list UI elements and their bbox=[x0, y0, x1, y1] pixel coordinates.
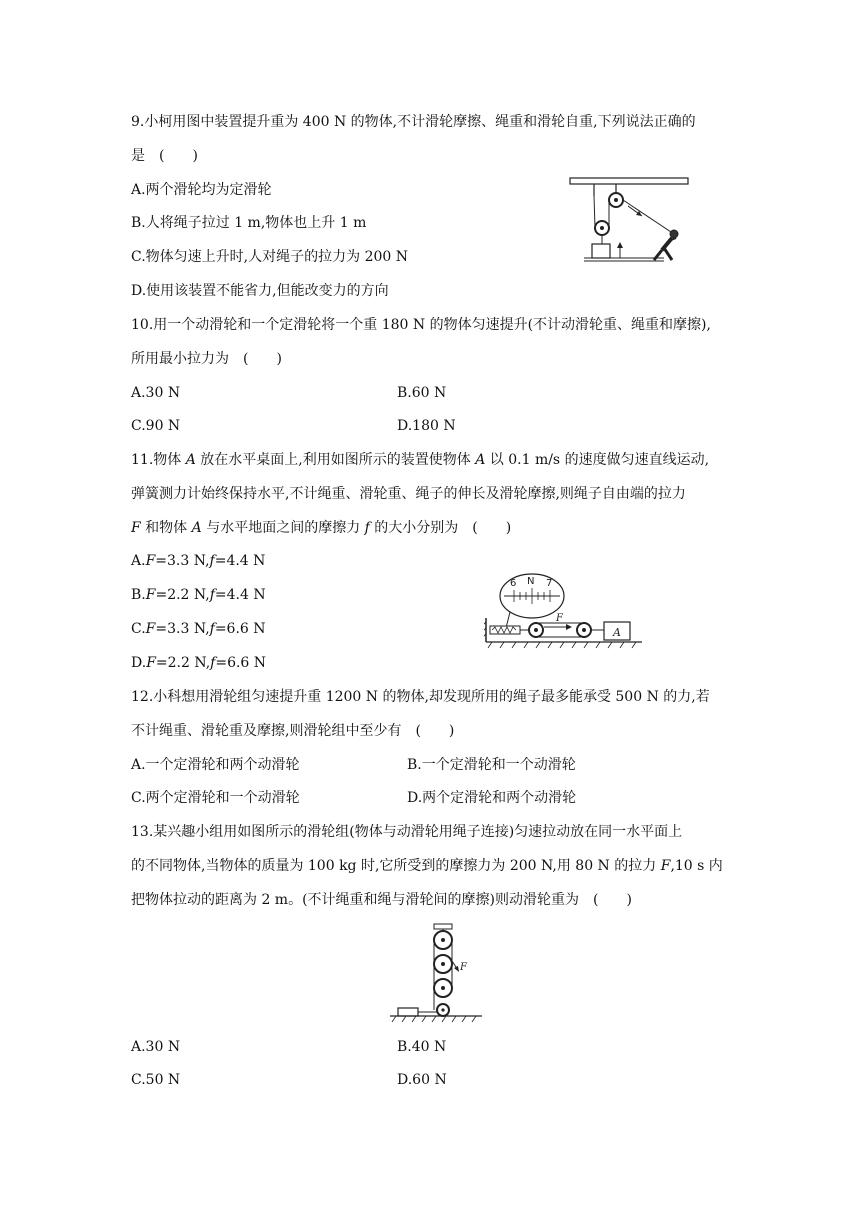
q13-stem-line2: 的不同物体,当物体的质量为 100 kg 时,它所受到的摩擦力为 200 N,用 80 N 的拉力 F,10 s 内 bbox=[131, 858, 723, 874]
q9-option-d: D.使用该装置不能省力,但能改变力的方向 bbox=[131, 283, 389, 299]
ceiling-beam bbox=[570, 178, 688, 184]
q11-stem-line2: 弹簧测力计始终保持水平,不计绳重、滑轮重、绳子的伸长及滑轮摩擦,则绳子自由端的拉力 bbox=[131, 486, 686, 502]
q9-option-a: A.两个滑轮均为定滑轮 bbox=[131, 182, 272, 198]
q13-stem-line1: 13.某兴趣小组用如图所示的滑轮组(物体与动滑轮用绳子连接)匀速拉动放在同一水平面上 bbox=[131, 824, 683, 840]
q11-spring-scale-figure bbox=[484, 570, 644, 650]
q12-option-d: D.两个定滑轮和两个动滑轮 bbox=[407, 790, 577, 806]
q12-option-b: B.一个定滑轮和一个动滑轮 bbox=[407, 757, 576, 773]
load-box bbox=[592, 244, 610, 258]
q10-option-b: B.60 N bbox=[397, 385, 447, 401]
q9-pulley-figure bbox=[568, 176, 690, 276]
q12-option-c: C.两个定滑轮和一个动滑轮 bbox=[131, 790, 300, 806]
q13-option-b: B.40 N bbox=[397, 1039, 447, 1055]
q12-stem-line2: 不计绳重、滑轮重及摩擦,则滑轮组中至少有 ( ) bbox=[131, 723, 455, 739]
dial-label-6: 6 bbox=[510, 578, 517, 589]
q13-option-d: D.60 N bbox=[397, 1072, 447, 1088]
q9-option-c: C.物体匀速上升时,人对绳子的拉力为 200 N bbox=[131, 249, 408, 265]
block-object bbox=[398, 1008, 418, 1016]
q13-option-c: C.50 N bbox=[131, 1072, 181, 1088]
q10-stem-line1: 10.用一个动滑轮和一个定滑轮将一个重 180 N 的物体匀速提升(不计动滑轮重、绳重和摩擦), bbox=[131, 317, 711, 333]
person-pulling bbox=[654, 230, 678, 260]
q10-option-a: A.30 N bbox=[131, 385, 181, 401]
q12-option-a: A.一个定滑轮和两个动滑轮 bbox=[131, 757, 300, 773]
dial-label-7: 7 bbox=[546, 578, 553, 589]
block-label-a: A bbox=[613, 626, 621, 639]
q11-stem-line3: F 和物体 A 与水平地面之间的摩擦力 f 的大小分别为 ( ) bbox=[131, 520, 512, 536]
q9-option-b: B.人将绳子拉过 1 m,物体也上升 1 m bbox=[131, 215, 367, 231]
q9-stem-line2: 是 ( ) bbox=[131, 148, 198, 164]
q12-stem-line1: 12.小科想用滑轮组匀速提升重 1200 N 的物体,却发现所用的绳子最多能承受 500 N 的力,若 bbox=[131, 689, 710, 705]
q10-option-d: D.180 N bbox=[397, 418, 456, 434]
force-label-f: F bbox=[556, 613, 563, 624]
q9-stem-line1: 9.小柯用图中装置提升重为 400 N 的物体,不计滑轮摩擦、绳重和滑轮自重,下列说法正确的 bbox=[131, 114, 696, 130]
q10-stem-line2: 所用最小拉力为 ( ) bbox=[131, 351, 282, 367]
q11-option-a: A.F=3.3 N,f=4.4 N bbox=[131, 553, 266, 569]
q13-stem-line3: 把物体拉动的距离为 2 m。(不计绳重和绳与滑轮间的摩擦)则动滑轮重为 ( ) bbox=[131, 892, 632, 908]
top-support bbox=[434, 924, 452, 929]
q13-pulley-block-figure bbox=[388, 922, 484, 1026]
q11-option-b: B.F=2.2 N,f=4.4 N bbox=[131, 587, 266, 603]
q13-force-label-f: F bbox=[460, 962, 467, 973]
q11-option-c: C.F=3.3 N,f=6.6 N bbox=[131, 621, 266, 637]
q11-option-d: D.F=2.2 N,f=6.6 N bbox=[131, 655, 267, 671]
dial-label-n: N bbox=[527, 576, 535, 587]
q13-option-a: A.30 N bbox=[131, 1039, 181, 1055]
q10-option-c: C.90 N bbox=[131, 418, 181, 434]
q11-stem-line1: 11.物体 A 放在水平桌面上,利用如图所示的装置使物体 A 以 0.1 m/s 的速度做匀速直线运动, bbox=[131, 452, 710, 468]
